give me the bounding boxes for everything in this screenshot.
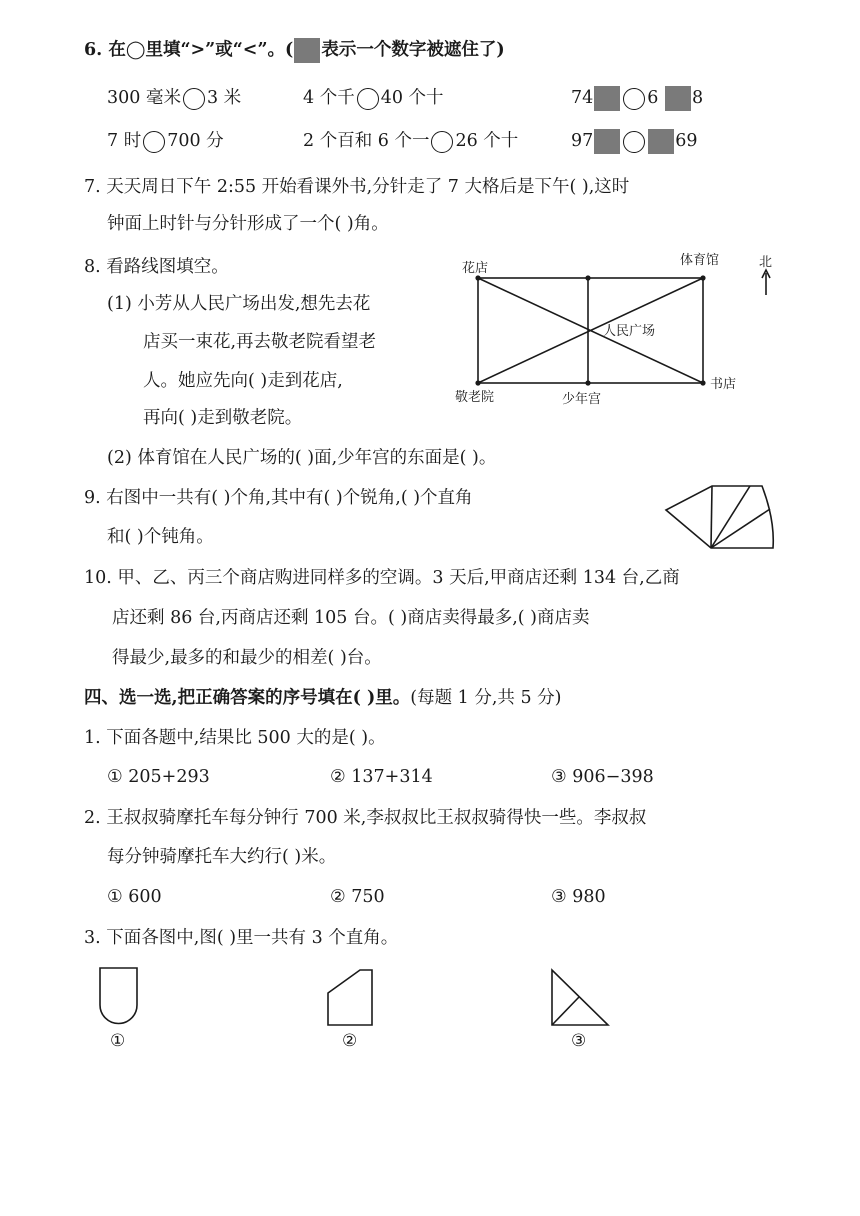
q6-r2c-end: 69 <box>675 131 698 151</box>
q6-r2c-left: 97 <box>571 131 594 151</box>
label-youth-palace: 少年宫 <box>562 392 602 407</box>
choice2-option2[interactable]: ② 750 <box>330 887 385 907</box>
label-bookstore: 书店 <box>710 377 737 392</box>
choice3-question: 3. 下面各图中,图( )里一共有 3 个直角。 <box>84 928 399 948</box>
map-node <box>475 380 480 385</box>
choice2-line2: 每分钟骑摩托车大约行( )米。 <box>107 847 337 867</box>
q6-r2a <box>107 129 224 153</box>
section4-heading <box>84 686 562 710</box>
answer-circle[interactable] <box>357 88 379 110</box>
choice1-option2[interactable]: ② 137+314 <box>330 767 433 787</box>
q6-r1c-end: 8 <box>692 88 704 108</box>
q8-p1-line2: 店买一束花,再去敬老院看望老 <box>143 332 377 352</box>
map-node <box>585 275 590 280</box>
choice1-option3[interactable]: ③ 906−398 <box>551 767 654 787</box>
q8-title: 8. 看路线图填空。 <box>84 257 229 277</box>
answer-circle[interactable] <box>143 131 165 153</box>
q9-line1: 9. 右图中一共有( )个角,其中有( )个锐角,( )个直角 <box>84 488 473 508</box>
q6-r1b-right: 40 个十 <box>380 88 444 108</box>
choice3-figures <box>90 960 630 1055</box>
choice2-line1: 2. 王叔叔骑摩托车每分钟行 700 米,李叔叔比王叔叔骑得快一些。李叔叔 <box>84 808 647 828</box>
q6-r1c <box>571 86 703 111</box>
answer-circle[interactable] <box>431 131 453 153</box>
map-node <box>585 380 590 385</box>
map-node <box>475 275 480 280</box>
figure-trapezoid <box>328 970 372 1025</box>
q8-p1-line3: 人。她应先向( )走到花店, <box>143 371 343 391</box>
q10-line1: 10. 甲、乙、丙三个商店购进同样多的空调。3 天后,甲商店还剩 134 台,乙商 <box>84 568 680 588</box>
q6-title-text: 6. 在◯里填“>”或“<”。( <box>84 40 294 60</box>
section4-title: 四、选一选,把正确答案的序号填在( )里。 <box>84 688 411 708</box>
q6-r2a-right: 700 分 <box>167 131 224 151</box>
masked-digit <box>594 129 620 154</box>
q6-r2b <box>303 129 518 153</box>
masked-digit <box>648 129 674 154</box>
q6-r1c-left: 74 <box>571 88 594 108</box>
figure-label-1[interactable]: ① <box>110 1031 126 1051</box>
label-gym: 体育馆 <box>680 253 720 268</box>
q6-r2a-left: 7 时 <box>107 131 142 151</box>
label-elder-home: 敬老院 <box>455 390 495 405</box>
section4-score: (每题 1 分,共 5 分) <box>410 688 562 708</box>
answer-circle[interactable] <box>183 88 205 110</box>
label-north: 北 <box>759 255 773 270</box>
choice2-option1[interactable]: ① 600 <box>107 887 162 907</box>
q6-r1c-right: 6 <box>647 88 659 108</box>
q10-line2: 店还剩 86 台,丙商店还剩 105 台。( )商店卖得最多,( )商店卖 <box>112 608 590 628</box>
angle-figure <box>660 480 790 555</box>
figure-ray <box>711 509 770 548</box>
figure-triangle-line <box>552 997 579 1025</box>
label-square: 人民广场 <box>603 324 656 339</box>
map-node <box>700 275 705 280</box>
q6-title-tail: 表示一个数字被遮住了) <box>321 40 505 60</box>
q8-p1-line4: 再向( )走到敬老院。 <box>143 408 303 428</box>
q8-p1-line1: (1) 小芳从人民广场出发,想先去花 <box>107 294 371 314</box>
answer-circle[interactable] <box>623 88 645 110</box>
q6-r2b-left: 2 个百和 6 个一 <box>303 131 430 151</box>
figure-label-3[interactable]: ③ <box>571 1031 587 1051</box>
q8-p2: (2) 体育馆在人民广场的( )面,少年宫的东面是( )。 <box>107 448 497 468</box>
choice2-option3[interactable]: ③ 980 <box>551 887 606 907</box>
q6-r1b-left: 4 个千 <box>303 88 355 108</box>
q6-r2c <box>571 129 698 154</box>
figure-ray <box>711 486 712 548</box>
map-node <box>700 380 705 385</box>
q6-r2b-right: 26 个十 <box>455 131 519 151</box>
answer-circle[interactable] <box>623 131 645 153</box>
figure-ray <box>711 486 750 548</box>
q9-line2: 和( )个钝角。 <box>107 527 214 547</box>
masked-digit-legend <box>294 38 320 63</box>
route-map <box>440 245 790 410</box>
q6-r1a-left: 300 毫米 <box>107 88 181 108</box>
q6-r1a-right: 3 米 <box>206 88 242 108</box>
choice1-option1[interactable]: ① 205+293 <box>107 767 210 787</box>
choice1-question: 1. 下面各题中,结果比 500 大的是( )。 <box>84 728 386 748</box>
figure-shield <box>100 968 137 1024</box>
figure-label-2[interactable]: ② <box>342 1031 358 1051</box>
q7-line1: 7. 天天周日下午 2:55 开始看课外书,分针走了 7 大格后是下午( ),这时 <box>84 177 630 197</box>
q6-r1a <box>107 86 241 110</box>
masked-digit <box>665 86 691 111</box>
label-flower-shop: 花店 <box>462 261 489 276</box>
q7-line2: 钟面上时针与分针形成了一个( )角。 <box>107 214 389 234</box>
masked-digit <box>594 86 620 111</box>
q6-title <box>84 38 505 63</box>
q6-r1b <box>303 86 444 110</box>
q10-line3: 得最少,最多的和最少的相差( )台。 <box>112 648 382 668</box>
